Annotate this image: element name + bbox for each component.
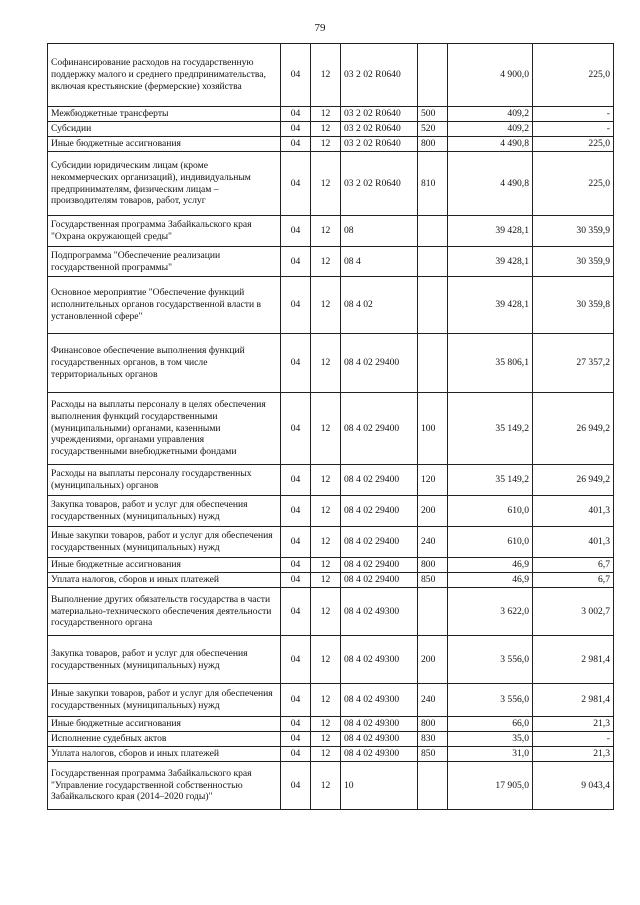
cell-vr — [418, 277, 448, 334]
cell-b: 30 359,9 — [533, 247, 614, 277]
cell-b: 30 359,9 — [533, 216, 614, 247]
cell-a: 4 490,8 — [448, 152, 533, 216]
cell-vr: 200 — [418, 496, 448, 527]
cell-code: 08 4 02 49300 — [341, 636, 418, 684]
cell-sec: 04 — [281, 137, 311, 152]
cell-sub: 12 — [311, 527, 341, 558]
cell-sec: 04 — [281, 247, 311, 277]
cell-a: 610,0 — [448, 496, 533, 527]
cell-name: Субсидии юридическим лицам (кроме некоммерческих организаций), индивидуальным предпринимателям, физическим лицам – производителям товаров, работ, услуг — [48, 152, 281, 216]
cell-a: 409,2 — [448, 122, 533, 137]
cell-sub: 12 — [311, 558, 341, 573]
cell-sub: 12 — [311, 747, 341, 762]
cell-sub: 12 — [311, 465, 341, 496]
cell-sec: 04 — [281, 465, 311, 496]
cell-code: 08 4 02 29400 — [341, 573, 418, 588]
table-row — [48, 137, 614, 152]
cell-sub: 12 — [311, 573, 341, 588]
cell-b: - — [533, 122, 614, 137]
table-row — [48, 216, 614, 247]
cell-vr — [418, 247, 448, 277]
cell-vr: 800 — [418, 717, 448, 732]
cell-vr: 120 — [418, 465, 448, 496]
cell-code: 08 4 02 — [341, 277, 418, 334]
cell-code: 08 4 02 49300 — [341, 588, 418, 636]
cell-name: Уплата налогов, сборов и иных платежей — [48, 573, 281, 588]
cell-a: 31,0 — [448, 747, 533, 762]
cell-sub: 12 — [311, 393, 341, 465]
cell-a: 35,0 — [448, 732, 533, 747]
cell-code: 03 2 02 R0640 — [341, 107, 418, 122]
cell-b: 2 981,4 — [533, 636, 614, 684]
cell-sec: 04 — [281, 717, 311, 732]
cell-a: 39 428,1 — [448, 277, 533, 334]
cell-code: 03 2 02 R0640 — [341, 137, 418, 152]
cell-sec: 04 — [281, 636, 311, 684]
cell-a: 35 149,2 — [448, 465, 533, 496]
cell-name: Расходы на выплаты персоналу в целях обеспечения выполнения функций государственными (муниципальными) органами, казенными учреждениями, органами управления государственными внебюджетными фондами — [48, 393, 281, 465]
cell-vr: 100 — [418, 393, 448, 465]
cell-b: 26 949,2 — [533, 393, 614, 465]
cell-code: 08 4 02 29400 — [341, 558, 418, 573]
cell-name: Основное мероприятие "Обеспечение функций исполнительных органов государственной власти в установленной сфере" — [48, 277, 281, 334]
cell-vr — [418, 44, 448, 107]
cell-name: Закупка товаров, работ и услуг для обеспечения государственных (муниципальных) нужд — [48, 496, 281, 527]
cell-name: Иные закупки товаров, работ и услуг для обеспечения государственных (муниципальных) нужд — [48, 684, 281, 717]
cell-a: 35 806,1 — [448, 334, 533, 393]
cell-name: Иные бюджетные ассигнования — [48, 137, 281, 152]
cell-name: Закупка товаров, работ и услуг для обеспечения государственных (муниципальных) нужд — [48, 636, 281, 684]
cell-sec: 04 — [281, 747, 311, 762]
cell-sub: 12 — [311, 684, 341, 717]
table-row — [48, 465, 614, 496]
cell-code: 08 4 02 29400 — [341, 527, 418, 558]
cell-sub: 12 — [311, 107, 341, 122]
cell-name: Государственная программа Забайкальского края "Охрана окружающей среды" — [48, 216, 281, 247]
cell-a: 46,9 — [448, 558, 533, 573]
cell-name: Иные закупки товаров, работ и услуг для обеспечения государственных (муниципальных) нужд — [48, 527, 281, 558]
cell-b: 9 043,4 — [533, 762, 614, 810]
cell-sec: 04 — [281, 152, 311, 216]
cell-sec: 04 — [281, 216, 311, 247]
cell-name: Межбюджетные трансферты — [48, 107, 281, 122]
cell-vr: 240 — [418, 684, 448, 717]
cell-a: 35 149,2 — [448, 393, 533, 465]
cell-name: Расходы на выплаты персоналу государственных (муниципальных) органов — [48, 465, 281, 496]
table-row — [48, 747, 614, 762]
cell-b: - — [533, 732, 614, 747]
cell-b: 225,0 — [533, 152, 614, 216]
cell-b: 6,7 — [533, 558, 614, 573]
cell-a: 3 556,0 — [448, 636, 533, 684]
cell-sub: 12 — [311, 216, 341, 247]
cell-sec: 04 — [281, 732, 311, 747]
table-row — [48, 152, 614, 216]
cell-name: Выполнение других обязательств государства в части материально-технического обеспечения деятельности государственного органа — [48, 588, 281, 636]
cell-b: 2 981,4 — [533, 684, 614, 717]
table-row — [48, 558, 614, 573]
cell-b: 3 002,7 — [533, 588, 614, 636]
cell-code: 08 4 02 29400 — [341, 334, 418, 393]
cell-sec: 04 — [281, 527, 311, 558]
cell-vr: 800 — [418, 558, 448, 573]
cell-vr: 240 — [418, 527, 448, 558]
cell-sec: 04 — [281, 684, 311, 717]
cell-vr: 800 — [418, 137, 448, 152]
cell-sub: 12 — [311, 717, 341, 732]
cell-sec: 04 — [281, 122, 311, 137]
cell-code: 08 4 02 29400 — [341, 496, 418, 527]
cell-vr — [418, 762, 448, 810]
table-row — [48, 684, 614, 717]
cell-code: 08 4 02 49300 — [341, 717, 418, 732]
cell-b: 26 949,2 — [533, 465, 614, 496]
cell-a: 39 428,1 — [448, 216, 533, 247]
cell-vr: 520 — [418, 122, 448, 137]
cell-code: 08 4 02 29400 — [341, 465, 418, 496]
cell-sub: 12 — [311, 247, 341, 277]
cell-code: 03 2 02 R0640 — [341, 122, 418, 137]
cell-sec: 04 — [281, 558, 311, 573]
cell-sub: 12 — [311, 44, 341, 107]
budget-table — [47, 43, 614, 810]
cell-code: 08 — [341, 216, 418, 247]
cell-a: 4 490,8 — [448, 137, 533, 152]
cell-code: 08 4 — [341, 247, 418, 277]
cell-a: 46,9 — [448, 573, 533, 588]
cell-sub: 12 — [311, 588, 341, 636]
cell-b: 27 357,2 — [533, 334, 614, 393]
cell-sec: 04 — [281, 277, 311, 334]
cell-a: 409,2 — [448, 107, 533, 122]
table-row — [48, 717, 614, 732]
cell-sub: 12 — [311, 122, 341, 137]
cell-name: Иные бюджетные ассигнования — [48, 558, 281, 573]
table-row — [48, 527, 614, 558]
cell-vr: 500 — [418, 107, 448, 122]
cell-vr — [418, 588, 448, 636]
table-row — [48, 573, 614, 588]
cell-code: 08 4 02 49300 — [341, 732, 418, 747]
cell-sec: 04 — [281, 573, 311, 588]
table-row — [48, 277, 614, 334]
cell-sub: 12 — [311, 137, 341, 152]
cell-sec: 04 — [281, 334, 311, 393]
cell-a: 610,0 — [448, 527, 533, 558]
cell-vr: 200 — [418, 636, 448, 684]
cell-sec: 04 — [281, 393, 311, 465]
cell-vr: 810 — [418, 152, 448, 216]
cell-vr: 850 — [418, 573, 448, 588]
cell-b: 30 359,8 — [533, 277, 614, 334]
cell-name: Подпрограмма "Обеспечение реализации государственной программы" — [48, 247, 281, 277]
cell-b: 401,3 — [533, 496, 614, 527]
table-row — [48, 762, 614, 810]
cell-code: 08 4 02 49300 — [341, 684, 418, 717]
cell-vr: 830 — [418, 732, 448, 747]
cell-sub: 12 — [311, 277, 341, 334]
cell-name: Государственная программа Забайкальского края "Управление государственной собственностью Забайкальского края (2014–2020 годы)" — [48, 762, 281, 810]
cell-name: Исполнение судебных актов — [48, 732, 281, 747]
cell-sub: 12 — [311, 334, 341, 393]
table-row — [48, 44, 614, 107]
cell-name: Иные бюджетные ассигнования — [48, 717, 281, 732]
cell-sec: 04 — [281, 588, 311, 636]
cell-b: 21,3 — [533, 717, 614, 732]
cell-sub: 12 — [311, 732, 341, 747]
table-row — [48, 107, 614, 122]
cell-b: 6,7 — [533, 573, 614, 588]
table-body — [48, 44, 614, 810]
page-number: 79 — [314, 22, 326, 34]
cell-code: 03 2 02 R0640 — [341, 44, 418, 107]
cell-sec: 04 — [281, 107, 311, 122]
cell-name: Субсидии — [48, 122, 281, 137]
cell-a: 66,0 — [448, 717, 533, 732]
cell-vr — [418, 216, 448, 247]
cell-b: - — [533, 107, 614, 122]
cell-name: Уплата налогов, сборов и иных платежей — [48, 747, 281, 762]
cell-sub: 12 — [311, 496, 341, 527]
cell-code: 08 4 02 49300 — [341, 747, 418, 762]
cell-vr — [418, 334, 448, 393]
cell-sub: 12 — [311, 636, 341, 684]
table-row — [48, 588, 614, 636]
cell-sec: 04 — [281, 496, 311, 527]
cell-a: 3 622,0 — [448, 588, 533, 636]
cell-code: 08 4 02 29400 — [341, 393, 418, 465]
cell-name: Финансовое обеспечение выполнения функций государственных органов, в том числе территориальных органов — [48, 334, 281, 393]
table-row — [48, 247, 614, 277]
cell-b: 401,3 — [533, 527, 614, 558]
cell-a: 3 556,0 — [448, 684, 533, 717]
table-row — [48, 393, 614, 465]
table-row — [48, 636, 614, 684]
cell-a: 4 900,0 — [448, 44, 533, 107]
cell-b: 225,0 — [533, 44, 614, 107]
cell-sub: 12 — [311, 762, 341, 810]
cell-vr: 850 — [418, 747, 448, 762]
cell-a: 17 905,0 — [448, 762, 533, 810]
cell-b: 225,0 — [533, 137, 614, 152]
cell-code: 03 2 02 R0640 — [341, 152, 418, 216]
table-row — [48, 122, 614, 137]
table-row — [48, 334, 614, 393]
cell-name: Софинансирование расходов на государственную поддержку малого и среднего предпринимательства, включая крестьянские (фермерские) хозяйства — [48, 44, 281, 107]
cell-sec: 04 — [281, 762, 311, 810]
cell-b: 21,3 — [533, 747, 614, 762]
cell-a: 39 428,1 — [448, 247, 533, 277]
cell-sub: 12 — [311, 152, 341, 216]
cell-sec: 04 — [281, 44, 311, 107]
cell-code: 10 — [341, 762, 418, 810]
table-row — [48, 732, 614, 747]
table-row — [48, 496, 614, 527]
